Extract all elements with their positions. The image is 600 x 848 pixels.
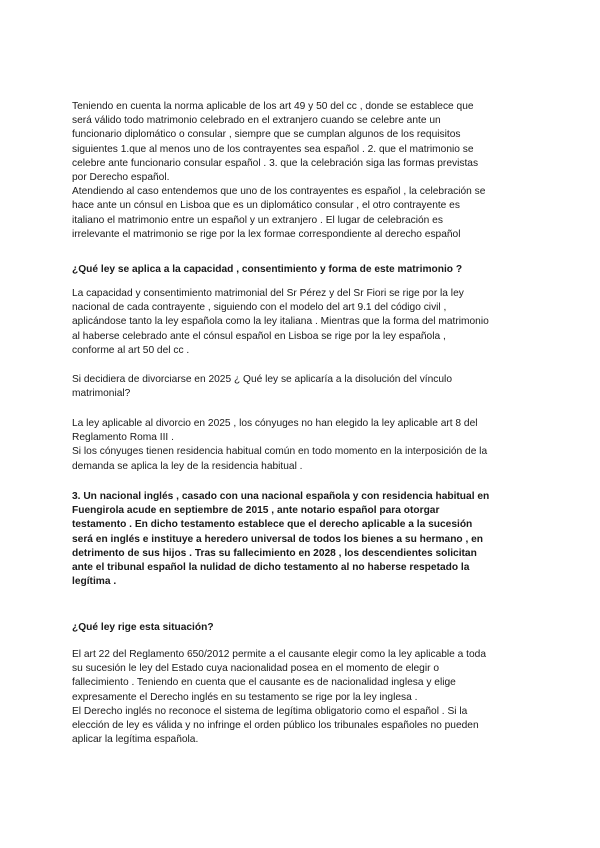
text-line: celebre ante funcionario consular español . 3. que la celebración siga las formas previstas [72, 157, 479, 169]
text-line: legítima . [72, 576, 117, 588]
paragraph-divorce-answer [72, 417, 528, 474]
text-line: Fuengirola acude en septiembre de 2015 , ante notario español para otorgar [72, 505, 440, 517]
case-3-statement [72, 490, 528, 589]
text-line: demanda se aplica la ley de la residencia habitual . [72, 460, 303, 472]
text-line: ¿Qué ley rige esta situación? [72, 622, 214, 633]
text-line: detrimento de sus hijos . Tras su fallecimiento en 2028 , los descendientes solicitan [72, 547, 477, 559]
text-line: La capacidad y consentimiento matrimonial del Sr Pérez y del Sr Fiori se rige por la ley [72, 288, 464, 299]
text-line: fallecimiento . Teniendo en cuenta que el causante es de nacionalidad inglesa y elige [72, 677, 456, 689]
text-line: ante el tribunal español la nulidad de dicho testamento al no haberse respetado la [72, 562, 470, 574]
text-line: su sucesión le ley del Estado cuya nacionalidad posea en el momento de elegir o [72, 663, 439, 675]
text-line: expresamente el Derecho inglés en su testamento se rige por la ley inglesa . [72, 691, 418, 703]
text-line: funcionario diplomático o consular , siempre que se cumplan algunos de los requisitos [72, 129, 461, 141]
text-line: 3. Un nacional inglés , casado con una nacional española y con residencia habitual en [72, 491, 490, 502]
text-line: El Derecho inglés no reconoce el sistema de legítima obligatorio como el español . Si la [72, 705, 468, 717]
text-line: Reglamento Roma III . [72, 432, 174, 444]
text-line: por Derecho español. [72, 172, 170, 184]
text-line: Atendiendo al caso entendemos que uno de los contrayentes es español , la celebración se [72, 186, 486, 198]
paragraph-succession-answer [72, 648, 528, 747]
text-line: La ley aplicable al divorcio en 2025 , los cónyuges no han elegido la ley aplicable art 8 del [72, 418, 478, 429]
text-line: al haberse celebrado ante el cónsul español en Lisboa se rige por la ley española , [72, 330, 446, 342]
text-line: Si los cónyuges tienen residencia habitual común en todo momento en la interposición de la [72, 446, 488, 458]
text-line: aplicándose tanto la ley española como la ley italiana . Mientras que la forma del matrimonio [72, 316, 489, 328]
text-line: ¿Qué ley se aplica a la capacidad , consentimiento y forma de este matrimonio ? [72, 264, 463, 275]
text-line: hace ante un cónsul en Lisboa que es un diplomático consular , el otro contrayente es [72, 200, 460, 212]
text-line: Teniendo en cuenta la norma aplicable de los art 49 y 50 del cc , donde se establece que [72, 101, 474, 112]
text-line: italiano el matrimonio entre un español y un extranjero . El lugar de celebración es [72, 214, 443, 226]
question-capacity-consent-form [72, 263, 528, 277]
text-line: testamento . En dicho testamento establece que el derecho aplicable a la sucesión [72, 519, 473, 531]
text-line: será válido todo matrimonio celebrado en el extranjero cuando se celebre ante un [72, 115, 441, 127]
text-line: será en inglés e instituye a heredero universal de todos los bienes a su hermano , en [72, 533, 484, 545]
question-divorce-2025 [72, 373, 528, 401]
text-line: irrelevante el matrimonio se rige por la lex formae correspondiente al derecho español [72, 228, 461, 240]
text-line: aplicar la legítima española. [72, 734, 199, 746]
text-line: Si decidiera de divorciarse en 2025 ¿ Qué ley se aplicaría a la disolución del vínculo [72, 374, 452, 385]
text-line: nacional de cada contrayente , siguiendo con el modelo del art 9.1 del código civil , [72, 302, 447, 314]
question-applicable-law [72, 621, 528, 635]
text-line: conforme al art 50 del cc . [72, 344, 190, 356]
text-line: elección de ley es válida y no infringe el orden público los tribunales españoles no pueden [72, 720, 479, 732]
paragraph-marriage-validity [72, 100, 528, 242]
paragraph-capacity-consent-answer [72, 287, 528, 358]
text-line: matrimonial? [72, 388, 131, 400]
text-line: El art 22 del Reglamento 650/2012 permite a el causante elegir como la ley aplicable a toda [72, 649, 486, 660]
text-line: siguientes 1.que al menos uno de los contrayentes sea español . 2. que el matrimonio se [72, 143, 474, 155]
